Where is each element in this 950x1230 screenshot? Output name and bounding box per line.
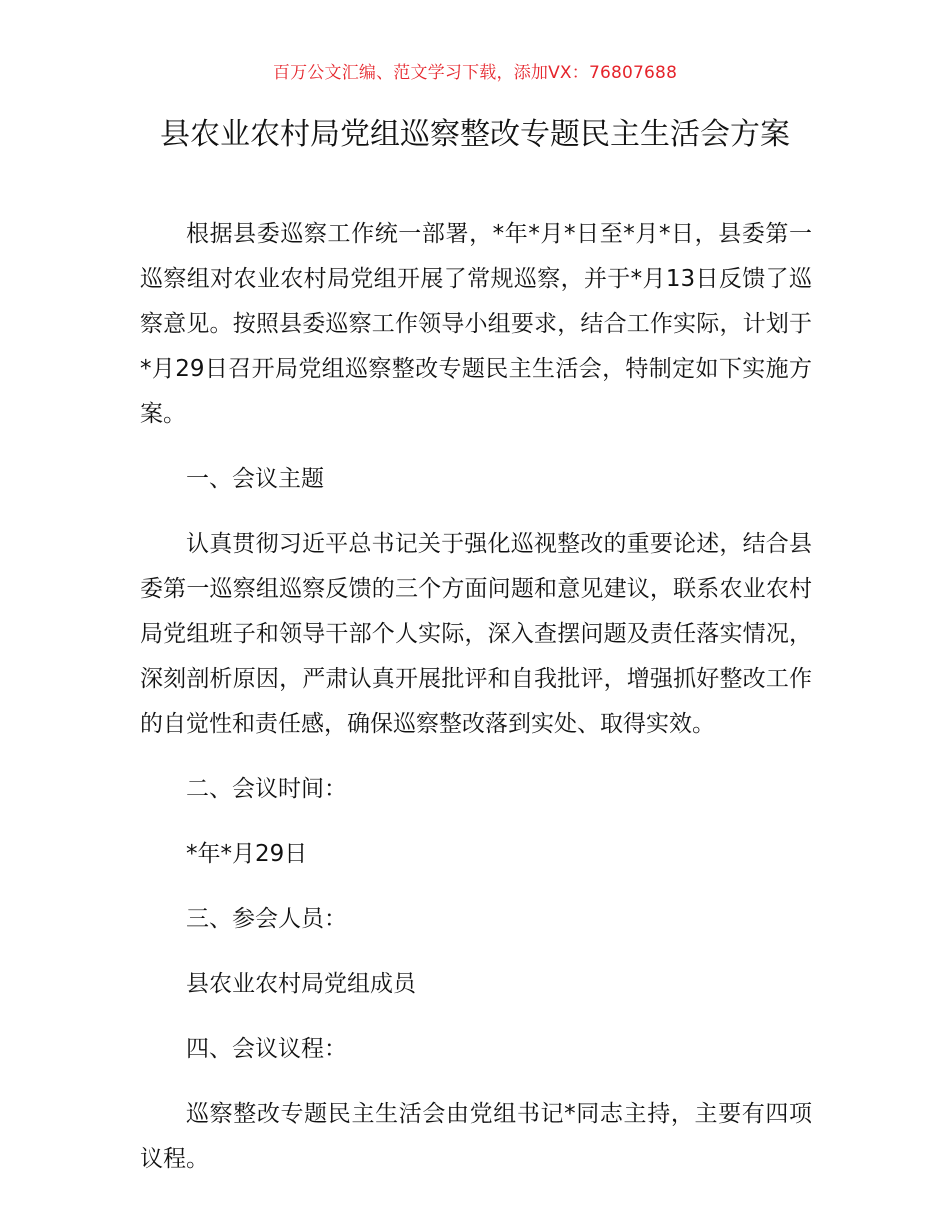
paragraph-attendees: 县农业农村局党组成员 xyxy=(186,971,416,997)
section-heading-attendees: 三、参会人员： xyxy=(186,906,347,932)
section-heading-theme: 一、会议主题 xyxy=(186,466,324,492)
paragraph-theme: 认真贯彻习近平总书记关于强化巡视整改的重要论述，结合县委第一巡察组巡察反馈的三个方面问题和意见建议，联系农业农村局党组班子和领导干部个人实际，深入查摆问题及责任落实情况，深刻剖析原因，严肃认真开展批评和自我批评，增强抓好整改工作的自觉性和责任感，确保巡察整改落到实处、取得实效。 xyxy=(140,531,812,737)
document-body xyxy=(140,212,812,1202)
document-title: 县农业农村局党组巡察整改专题民主生活会方案 xyxy=(160,117,790,152)
section-heading-time: 二、会议时间： xyxy=(186,776,347,802)
section-heading-agenda: 四、会议议程： xyxy=(186,1036,347,1062)
paragraph-intro: 根据县委巡察工作统一部署，*年*月*日至*月*日，县委第一巡察组对农业农村局党组开展了常规巡察，并于*月13日反馈了巡察意见。按照县委巡察工作领导小组要求，结合工作实际，计划于*月29日召开局党组巡察整改专题民主生活会，特制定如下实施方案。 xyxy=(140,221,812,427)
paragraph-time: *年*月29日 xyxy=(186,841,308,867)
paragraph-agenda: 巡察整改专题民主生活会由党组书记*同志主持，主要有四项议程。 xyxy=(140,1101,812,1172)
header-note: 百万公文汇编、范文学习下载，添加VX：76807688 xyxy=(272,63,678,83)
